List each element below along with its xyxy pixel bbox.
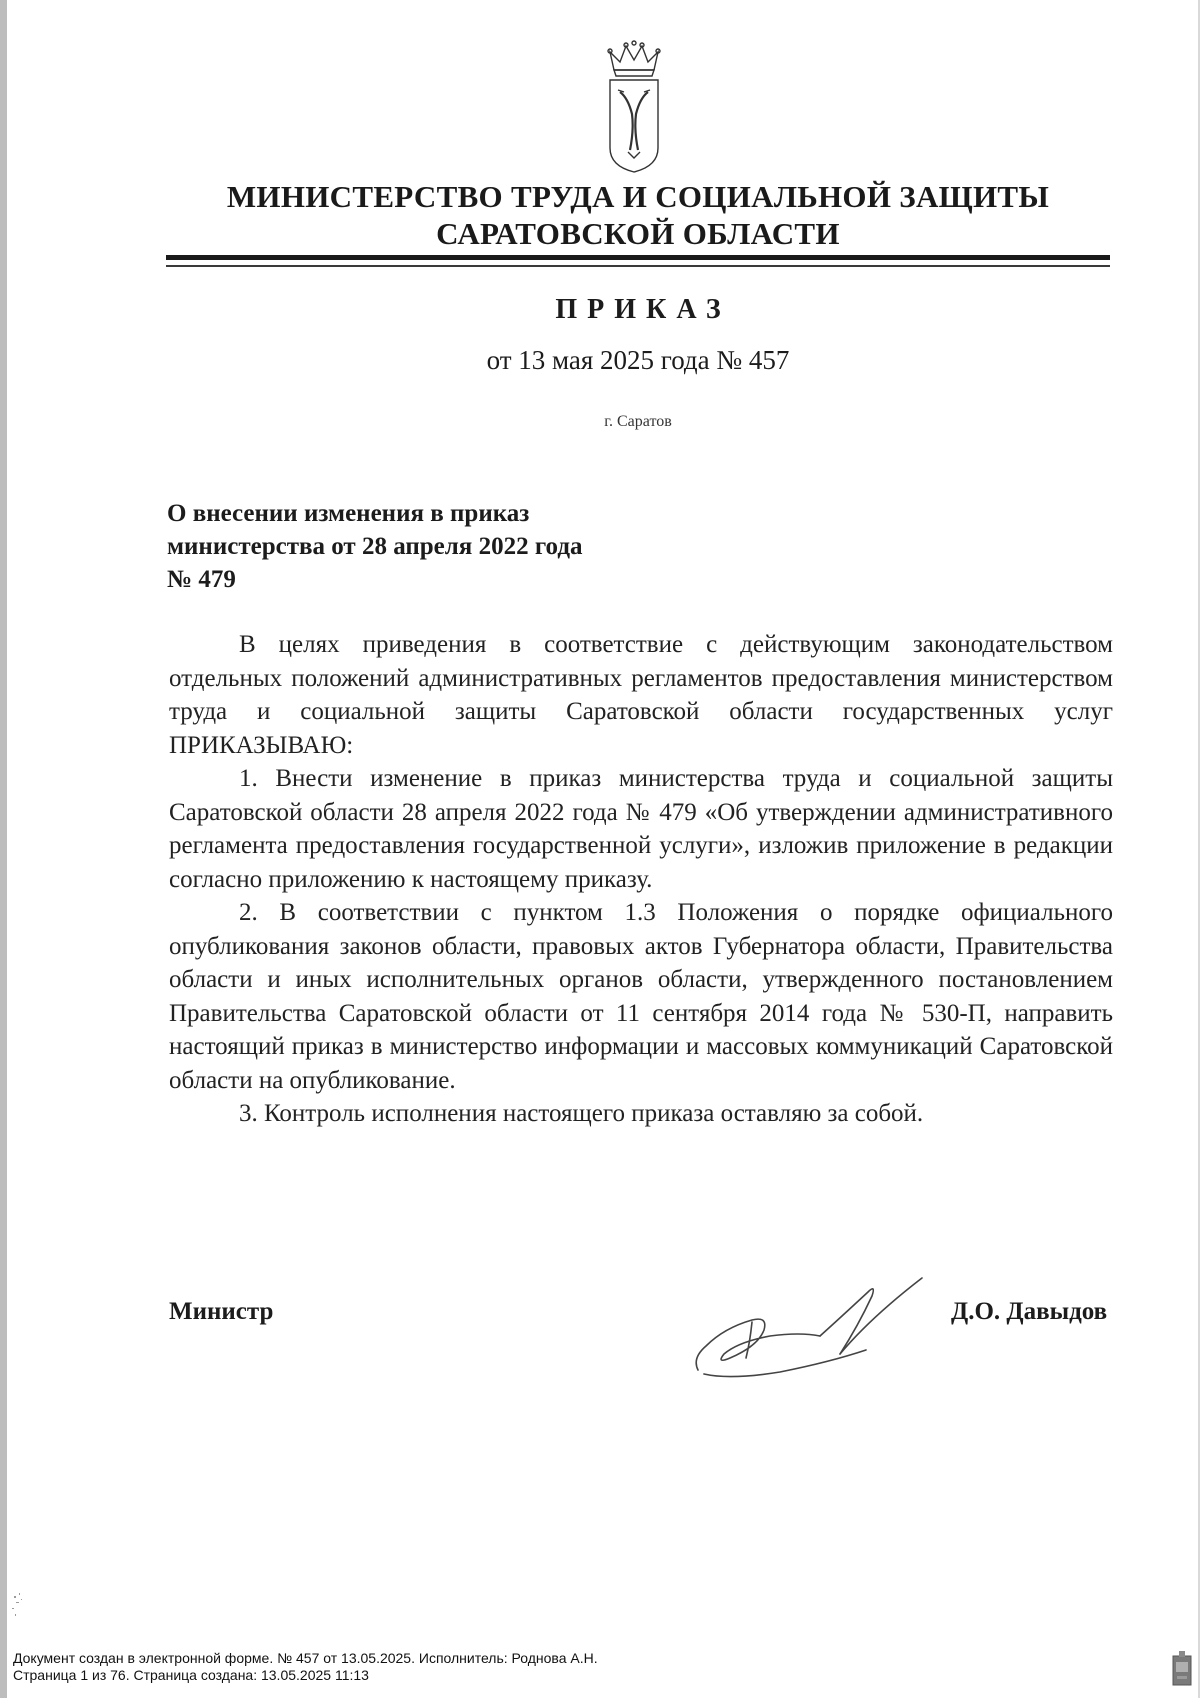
subject-line: министерства от 28 апреля 2022 года	[167, 533, 583, 560]
org-title-line: САРАТОВСКОЙ ОБЛАСТИ	[436, 216, 840, 251]
order-item: 2. В соответствии с пунктом 1.3 Положения о порядке официального опубликования законов области, правовых актов Губернатора области, Правительства области и иных исполнительных органов области, утвержденного постановлением Правительства Саратовской области от 11 сентября 2014 года № 530-П, направить настоящий приказ в министерство информации и массовых коммуникаций Саратовской области на опубликование.	[169, 899, 1113, 1094]
order-item: 3. Контроль исполнения настоящего приказа оставляю за собой.	[239, 1100, 924, 1127]
header-divider-thin	[166, 265, 1110, 267]
saratov-coat-of-arms-icon	[600, 40, 668, 176]
org-title-line: МИНИСТЕРСТВО ТРУДА И СОЦИАЛЬНОЙ ЗАЩИТЫ	[226, 179, 1050, 214]
preamble-paragraph: В целях приведения в соответствие с действующим законодательством отдельных положений административных регламентов предоставления министерством труда и социальной защиты Саратовской области государственных услуг ПРИКАЗЫВАЮ:	[169, 631, 1113, 759]
handwritten-signature-icon	[690, 1262, 930, 1382]
organization-title	[166, 178, 1110, 252]
footer-line: Страница 1 из 76. Страница создана: 13.05.2025 11:13	[13, 1667, 369, 1683]
subject-line: № 479	[167, 566, 236, 593]
header-divider-thick	[166, 255, 1110, 260]
document-footer	[13, 1650, 1113, 1684]
order-subject	[167, 497, 727, 596]
order-body	[169, 628, 1113, 1131]
order-city: г. Саратов	[604, 413, 672, 430]
scan-noise	[10, 1590, 40, 1630]
document-stamp-icon	[1172, 1650, 1192, 1686]
document-type: ПРИКАЗ	[555, 294, 731, 325]
scan-left-edge	[0, 0, 7, 1698]
order-date-number: от 13 мая 2025 года № 457	[486, 345, 790, 375]
signatory-role: Министр	[169, 1298, 274, 1325]
order-item: 1. Внести изменение в приказ министерства труда и социальной защиты Саратовской области 28 апреля 2022 года № 479 «Об утверждении административного регламента предоставления государственной услуги», изложив приложение в редакции согласно приложению к настоящему приказу.	[169, 765, 1113, 893]
signatory-name: Д.О. Давыдов	[951, 1298, 1108, 1325]
footer-line: Документ создан в электронной форме. № 457 от 13.05.2025. Исполнитель: Роднова А.Н.	[13, 1650, 598, 1666]
subject-line: О внесении изменения в приказ	[167, 500, 530, 527]
